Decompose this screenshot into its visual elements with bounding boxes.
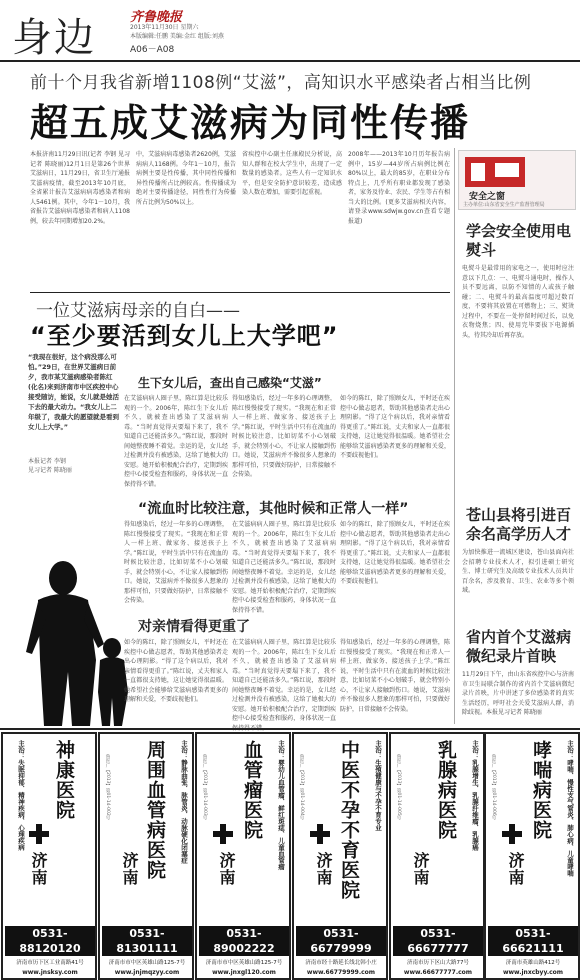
feature-headline: “至少要活到女儿上大学吧”: [30, 322, 339, 350]
ad-license: 鲁医广【2013】第01-14-006号: [491, 754, 496, 821]
feature-lead: “我现在很好，这个病没那么可怕。”29日，在世界艾滋病日前夕，我市某艾滋病感染者陈红(化名)来到济南市中区疾控中心接受随访，她说，女儿就是她活下去的最大动力。“我女儿上二年级了，我最大的愿望就是看到女儿上大学。”: [28, 353, 119, 431]
section3-col1: 如今的陈红，除了照顾女儿，平时还在疾控中心做志愿者，帮助其他感染者走出心理阴影。“得了这个病以后，我对亲情看得更重了。”陈红说，丈夫和家人一直都很支持她，这让她觉得很温暖。她希望社会能够给艾滋病感染者更多的理解和关爱，不要歧视他们。: [124, 639, 228, 703]
medical-cross-icon: [310, 824, 330, 844]
section-name: 身边: [12, 15, 96, 61]
ad-phone: 0531-88120120: [5, 926, 95, 956]
ad-address: 济南市历下区工业南路41号: [16, 960, 84, 966]
section1-headline: 生下女儿后，查出自己感染“艾滋”: [138, 376, 322, 390]
section2-col2: 在艾滋病病人圈子里，陈红算是比较乐观的一个。2006年，陈红生下女儿后不久，就被查出感染了艾滋病病毒。“当时真觉得天要塌下来了，我不知道自己还能活多久。”陈红说，那段时间她整夜睡不着觉。幸运的是，女儿经过检测并没有被感染，这给了她极大的安慰。她开始积极配合治疗，定期到疾控中心接受检查和服药，身体状况一直保持得不错。: [232, 521, 336, 614]
safety-body: 电熨斗是最常用的家电之一，使用时应注意以下几点：一、电熨斗通电时，操作人员不要远离，以防不知情的人或孩子触碰；二、电熨斗的最高温度可超过数百度，不要将其放置在可燃物上；三、熨烫过程中，不要在一处停留时间过长，以免衣物烧焦；四、使用完毕要拔下电源插头，待其冷却后再存放。: [462, 265, 574, 339]
feature-byline-2: 见习记者 陈晓丽: [28, 467, 72, 474]
ad-breast-hospital[interactable]: [389, 732, 485, 980]
ad-city: 济南: [411, 852, 430, 886]
medical-cross-icon: [29, 824, 49, 844]
section3-headline: 对亲情看得更重了: [138, 619, 250, 635]
ad-specialties: 主治：失眠抑郁、精神疾病、心理疾病: [17, 740, 25, 851]
paper-date: 2013年11月30日 星期六: [130, 24, 199, 31]
ad-phone: 0531-89002222: [199, 926, 289, 956]
top-story-kicker: 前十个月我省新增1108例“艾滋”，高知识水平感染者占相当比例: [30, 73, 532, 93]
talent-body: 为加快推进一流城区建设，苍山县面向社会招聘专业技术人才，拟引进硕士研究生、博士研究生及高级专业技术人员共计百余名，涉及教育、卫生、农业等多个领域。: [462, 549, 574, 594]
ad-hospital-name: 中医不孕不育医院: [338, 740, 360, 900]
ad-specialties: 主治：静脉曲张、脉管炎、动脉硬化闭塞症: [180, 740, 188, 864]
feature-kicker: 一位艾滋病母亲的自白——: [36, 301, 240, 321]
mother-child-silhouette: [8, 560, 138, 726]
ad-phone: 0531-66677777: [393, 926, 483, 956]
section1-col3: 如今的陈红，除了照顾女儿，平时还在疾控中心做志愿者，帮助其他感染者走出心理阴影。“得了这个病以后，我对亲情看得更重了。”陈红说，丈夫和家人一直都很支持她，这让她觉得很温暖。她希望社会能够给艾滋病感染者更多的理解和关爱，不要歧视他们。: [340, 395, 450, 459]
medical-cross-icon: [213, 824, 233, 844]
ad-phone: 0531-66779999: [296, 926, 386, 956]
ad-license: 鲁医广【2013】第01-14-002号: [105, 754, 110, 821]
ad-hospital-name: 乳腺病医院: [435, 740, 457, 840]
section2-col1: 得知感染后，经过一年多的心理调整，陈红慢慢接受了现实。“我现在和正常人一样上班、做家务、接送孩子上学。”陈红说，平时生活中只有在流血的时候比较注意，比如切菜不小心划破手，就会特别小心，不让家人接触到伤口。她说，艾滋病并不像很多人想象的那样可怕，只要做好防护，日常接触不会传染。: [124, 521, 228, 604]
feature-top-rule: [30, 292, 450, 293]
column-divider: [454, 148, 455, 724]
ad-shenkang-hospital[interactable]: [1, 732, 97, 980]
ad-asthma-hospital[interactable]: [484, 732, 580, 980]
ad-url[interactable]: www.jnjmqzyy.com: [114, 969, 180, 976]
ad-url[interactable]: www.jnxcbyy.com: [502, 969, 564, 976]
ad-infertility-hospital[interactable]: [292, 732, 388, 980]
ad-city: 济南: [120, 852, 139, 886]
ad-specialties: 主治：哮喘、慢性支气管炎、肺心病、儿童哮喘: [566, 740, 574, 877]
ad-url[interactable]: www.66779999.com: [306, 969, 376, 976]
section2-headline: “流血时比较注意，其他时候和正常人一样”: [138, 501, 409, 517]
ad-address: 济南市经十路延长线北韩小庄: [305, 960, 377, 966]
talent-headline: 苍山县将引进百余名高学历人才: [466, 506, 572, 543]
section3-col2: 在艾滋病病人圈子里，陈红算是比较乐观的一个。2006年，陈红生下女儿后不久，就被查出感染了艾滋病病毒。“当时真觉得天要塌下来了，我不知道自己还能活多久。”陈红说，那段时间她整夜睡不着觉。幸运的是，女儿经过检测并没有被感染，这给了她极大的安慰。她开始积极配合治疗，定期到疾控中心接受检查和服药，身体状况一直保持得不错。: [232, 639, 336, 732]
ad-address: 济南市市中区英雄山路125-7号: [205, 960, 283, 966]
ad-hospital-name: 周围血管病医院: [144, 740, 166, 880]
section1-col1: 在艾滋病病人圈子里，陈红算是比较乐观的一个。2006年，陈红生下女儿后不久，就被查出感染了艾滋病病毒。“当时真觉得天要塌下来了，我不知道自己还能活多久。”陈红说，那段时间她整夜睡不着觉。幸运的是，女儿经过检测并没有被感染，这给了她极大的安慰。她开始积极配合治疗，定期到疾控中心接受检查和服药，身体状况一直保持得不错。: [124, 395, 228, 488]
top-story-col1: 本报济南11月29日讯(记者 李钢 见习记者 陈晓丽)12月1日是第26个世界艾滋病日，11月29日，省卫生厅通报艾滋病疫情，截至2013年10月底，全省累计报告艾滋病病毒感染者和病人5461例。其中，今年1－10月，我省报告艾滋病病毒感染者和病人1108例，较去年同期增加20.2%。: [30, 151, 130, 225]
hospital-ads-row: [0, 728, 580, 980]
ad-address: 济南市市中区英雄山路125-7号: [108, 960, 186, 966]
ad-vascular-hospital[interactable]: [98, 732, 194, 980]
ad-license: 鲁医广【2013】第01-14-003号: [202, 754, 207, 821]
ad-specialties: 主治：生殖健康与不孕不育专业: [374, 740, 382, 831]
film-headline: 省内首个艾滋病微纪录片首映: [466, 628, 572, 665]
feature-byline-1: 本报记者 李钢: [28, 458, 66, 465]
ad-hospital-name: 神康医院: [53, 740, 75, 820]
section3-col3: 得知感染后，经过一年多的心理调整，陈红慢慢接受了现实。“我现在和正常人一样上班、做家务、接送孩子上学。”陈红说，平时生活中只有在流血的时候比较注意，比如切菜不小心划破手，就会特别小心，不让家人接触到伤口。她说，艾滋病并不像很多人想象的那样可怕，只要做好防护，日常接触不会传染。: [340, 639, 450, 713]
safety-headline: 学会安全使用电熨斗: [466, 222, 572, 259]
house-icon: [465, 157, 525, 187]
ad-address: 济南市历下区山大路77号: [407, 960, 469, 966]
masthead: [0, 0, 580, 62]
safety-box-sub: 主办单位:山东省安全生产监督管理局: [463, 202, 545, 208]
top-story-col3: 省疾控中心副主任康殿民分析说，高知人群和在校大学生中，出现了一定数量的感染者。这些人有一定知识水平，但是安全防护意识较差，造成感染人数在增加，需要引起重视。: [242, 151, 342, 196]
top-story-col2: 中，艾滋病病毒感染者2620例，艾滋病病人1168例。今年1－10月，报告病例主要是性传播，其中同性传播和异性传播所占比例较高。性传播成为绝对主要传播途径，同性性行为传播所占比例为50%以上。: [136, 151, 236, 206]
ad-city: 济南: [506, 852, 525, 886]
ad-address: 济南市英雄山路412号: [505, 960, 561, 966]
ad-city: 济南: [217, 852, 236, 886]
ad-hospital-name: 哮喘病医院: [530, 740, 552, 840]
paper-logo: 齐鲁晚报: [130, 10, 183, 25]
ad-hemangioma-hospital[interactable]: [195, 732, 291, 980]
ad-url[interactable]: www.jnxgl120.com: [212, 969, 276, 976]
ad-phone: 0531-66621111: [488, 926, 578, 956]
top-story-headline: 超五成艾滋病为同性传播: [30, 101, 471, 145]
ad-phone: 0531-81301111: [102, 926, 192, 956]
safety-box-title: 安全之窗: [469, 192, 506, 202]
ad-city: 济南: [29, 852, 48, 886]
top-story-col4: 2008年——2013年10月历年报告病例中，15岁—44岁所占病例比例在80%以上，最大的85岁，在职业分布特点上，几乎所有职业都发现了感染者，家务及待业、农民、学生等占有相当大的比例。(更多艾滋病相关内容，请登录www.sdwjw.gov.cn查看专题报道): [348, 151, 451, 225]
ad-url[interactable]: www.66677777.com: [403, 969, 473, 976]
section2-col3: 如今的陈红，除了照顾女儿，平时还在疾控中心做志愿者，帮助其他感染者走出心理阴影。“得了这个病以后，我对亲情看得更重了。”陈红说，丈夫和家人一直都很支持她，这让她觉得很温暖。她希望社会能够给艾滋病感染者更多的理解和关爱，不要歧视他们。: [340, 521, 450, 585]
ad-url[interactable]: www.jnsksy.com: [22, 969, 78, 976]
safety-window-box: [458, 150, 576, 210]
ad-license: 鲁医广【2013】第01-14-005号: [396, 754, 401, 821]
ad-specialties: 主治：婴幼儿血管瘤、鲜红斑痣、儿童血管瘤: [277, 740, 285, 870]
medical-cross-icon: [502, 824, 522, 844]
paper-editors: 本版编辑:任鹏 美编:金红 组版:刘燕: [130, 33, 224, 40]
film-body: 11月29日下午，由山东省疾控中心与济南市卫生局联合制作的省内首个艾滋病微纪录片首映，片中讲述了多位感染者的真实生活经历，呼吁社会关爱艾滋病人群，消除歧视。本报见习记者 陈晓丽: [462, 671, 574, 716]
section1-col2: 得知感染后，经过一年多的心理调整，陈红慢慢接受了现实。“我现在和正常人一样上班、做家务、接送孩子上学。”陈红说，平时生活中只有在流血的时候比较注意，比如切菜不小心划破手，就会特别小心，不让家人接触到伤口。她说，艾滋病并不像很多人想象的那样可怕，只要做好防护，日常接触不会传染。: [232, 395, 336, 478]
ad-city: 济南: [314, 852, 333, 886]
ad-license: 鲁医广【2013】第01-14-004号: [299, 754, 304, 821]
page-range: A06－A08: [130, 45, 175, 55]
ad-hospital-name: 血管瘤医院: [241, 740, 263, 840]
ad-specialties: 主治：乳腺增生、乳腺纤维瘤、乳腺癌: [471, 740, 479, 851]
